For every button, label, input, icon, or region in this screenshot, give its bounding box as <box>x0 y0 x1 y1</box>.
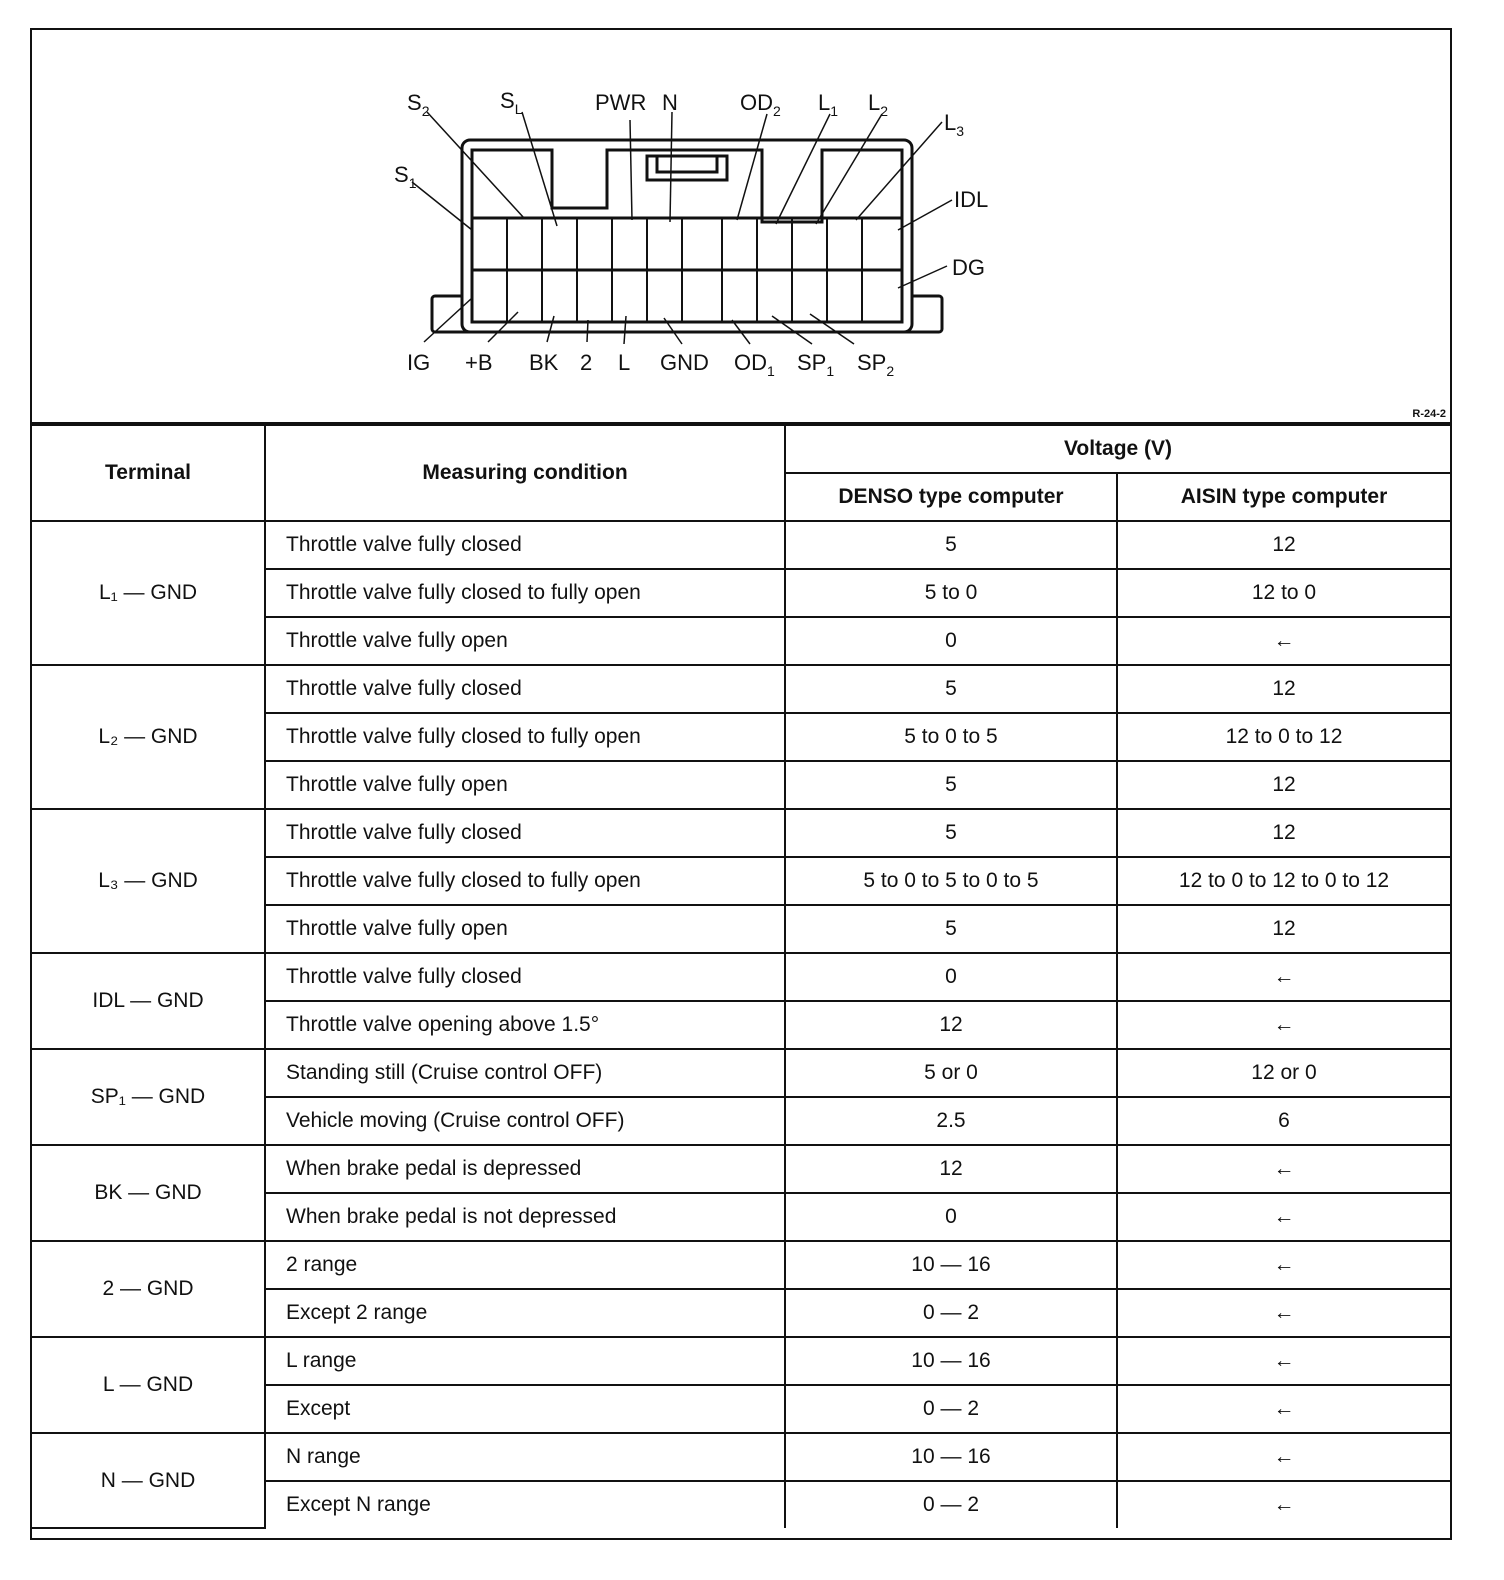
aisin-voltage-cell: 12 to 0 <box>1117 569 1450 617</box>
label-dg: DG <box>952 255 985 280</box>
table-row <box>32 1241 1450 1289</box>
terminal-cell: N — GND <box>32 1433 265 1528</box>
terminal-voltage-table <box>32 424 1450 1529</box>
label-sl: $S_L$ <box>500 88 523 117</box>
header-voltage: Voltage (V) <box>785 425 1450 473</box>
connector-outline <box>432 140 942 332</box>
label-ig: IG <box>407 350 431 375</box>
header-denso: DENSO type computer <box>785 473 1117 521</box>
aisin-voltage-cell: ← <box>1117 1337 1450 1385</box>
condition-cell: N range <box>265 1433 785 1481</box>
aisin-voltage-cell: 12 or 0 <box>1117 1049 1450 1097</box>
denso-voltage-cell: 5 to 0 to 5 <box>785 713 1117 761</box>
terminal-cell: L₁ — GND <box>32 521 265 665</box>
terminal-cell: BK — GND <box>32 1145 265 1241</box>
label-od2: $OD_2$ <box>740 90 781 119</box>
aisin-voltage-cell: ← <box>1117 1145 1450 1193</box>
table-row <box>32 1049 1450 1097</box>
label-s2: $S_2$ <box>407 90 430 119</box>
condition-cell: Standing still (Cruise control OFF) <box>265 1049 785 1097</box>
label-n: N <box>662 90 678 115</box>
table-row <box>32 1145 1450 1193</box>
denso-voltage-cell: 0 <box>785 617 1117 665</box>
condition-cell: Throttle valve fully closed to fully open <box>265 569 785 617</box>
header-terminal: Terminal <box>32 425 265 521</box>
denso-voltage-cell: 10 — 16 <box>785 1433 1117 1481</box>
label-l2: $L_2$ <box>868 90 889 119</box>
document-frame <box>30 28 1452 1540</box>
denso-voltage-cell: 5 or 0 <box>785 1049 1117 1097</box>
condition-cell: Except 2 range <box>265 1289 785 1337</box>
denso-voltage-cell: 5 <box>785 905 1117 953</box>
terminal-cell: L₂ — GND <box>32 665 265 809</box>
condition-cell: Throttle valve fully closed to fully open <box>265 857 785 905</box>
aisin-voltage-cell: 6 <box>1117 1097 1450 1145</box>
terminal-cell: L — GND <box>32 1337 265 1433</box>
aisin-voltage-cell: 12 <box>1117 761 1450 809</box>
condition-cell: Vehicle moving (Cruise control OFF) <box>265 1097 785 1145</box>
denso-voltage-cell: 5 to 0 <box>785 569 1117 617</box>
denso-voltage-cell: 5 <box>785 761 1117 809</box>
label-sp2: $SP_2$ <box>857 350 895 379</box>
table-row <box>32 1337 1450 1385</box>
label-pwr: PWR <box>595 90 647 115</box>
aisin-voltage-cell: ← <box>1117 1241 1450 1289</box>
terminal-cell: IDL — GND <box>32 953 265 1049</box>
table-row <box>32 521 1450 569</box>
condition-cell: Throttle valve fully closed <box>265 665 785 713</box>
condition-cell: Throttle valve fully closed <box>265 521 785 569</box>
aisin-voltage-cell: 12 <box>1117 809 1450 857</box>
table-row <box>32 1433 1450 1481</box>
condition-cell: L range <box>265 1337 785 1385</box>
table-row <box>32 809 1450 857</box>
connector-diagram <box>32 30 1450 424</box>
label-l3: $L_3$ <box>944 110 965 139</box>
aisin-voltage-cell: 12 <box>1117 905 1450 953</box>
terminal-cell: 2 — GND <box>32 1241 265 1337</box>
denso-voltage-cell: 5 <box>785 521 1117 569</box>
aisin-voltage-cell: ← <box>1117 1289 1450 1337</box>
figure-code: R-24-2 <box>1412 408 1446 420</box>
condition-cell: Throttle valve opening above 1.5° <box>265 1001 785 1049</box>
label-s1: $S_1$ <box>394 162 417 191</box>
aisin-voltage-cell: ← <box>1117 1433 1450 1481</box>
label-gnd: GND <box>660 350 709 375</box>
label-od1: $OD_1$ <box>734 350 775 379</box>
denso-voltage-cell: 12 <box>785 1145 1117 1193</box>
aisin-voltage-cell: ← <box>1117 617 1450 665</box>
label-sp1: $SP_1$ <box>797 350 835 379</box>
condition-cell: Except <box>265 1385 785 1433</box>
table-row <box>32 953 1450 1001</box>
table-row <box>32 665 1450 713</box>
aisin-voltage-cell: 12 <box>1117 665 1450 713</box>
condition-cell: Throttle valve fully closed <box>265 953 785 1001</box>
condition-cell: When brake pedal is not depressed <box>265 1193 785 1241</box>
aisin-voltage-cell: ← <box>1117 1385 1450 1433</box>
denso-voltage-cell: 5 to 0 to 5 to 0 to 5 <box>785 857 1117 905</box>
denso-voltage-cell: 0 <box>785 953 1117 1001</box>
label-l: L <box>618 350 631 375</box>
aisin-voltage-cell: 12 to 0 to 12 <box>1117 713 1450 761</box>
denso-voltage-cell: 12 <box>785 1001 1117 1049</box>
denso-voltage-cell: 0 <box>785 1193 1117 1241</box>
terminal-cell: L₃ — GND <box>32 809 265 953</box>
aisin-voltage-cell: 12 to 0 to 12 to 0 to 12 <box>1117 857 1450 905</box>
condition-cell: Throttle valve fully open <box>265 761 785 809</box>
condition-cell: Throttle valve fully open <box>265 617 785 665</box>
header-aisin: AISIN type computer <box>1117 473 1450 521</box>
label-l1: $L_1$ <box>818 90 839 119</box>
terminal-cell: SP₁ — GND <box>32 1049 265 1145</box>
condition-cell: Throttle valve fully closed to fully open <box>265 713 785 761</box>
denso-voltage-cell: 10 — 16 <box>785 1241 1117 1289</box>
condition-cell: 2 range <box>265 1241 785 1289</box>
denso-voltage-cell: 5 <box>785 809 1117 857</box>
aisin-voltage-cell: ← <box>1117 953 1450 1001</box>
denso-voltage-cell: 2.5 <box>785 1097 1117 1145</box>
label-idl: IDL <box>954 187 989 212</box>
connector-drawing <box>32 30 1450 422</box>
condition-cell: Except N range <box>265 1481 785 1528</box>
aisin-voltage-cell: 12 <box>1117 521 1450 569</box>
denso-voltage-cell: 0 — 2 <box>785 1481 1117 1528</box>
denso-voltage-cell: 0 — 2 <box>785 1385 1117 1433</box>
label-bk: BK <box>529 350 559 375</box>
aisin-voltage-cell: ← <box>1117 1193 1450 1241</box>
denso-voltage-cell: 5 <box>785 665 1117 713</box>
table-body <box>32 521 1450 1528</box>
condition-cell: Throttle valve fully closed <box>265 809 785 857</box>
condition-cell: Throttle valve fully open <box>265 905 785 953</box>
aisin-voltage-cell: ← <box>1117 1001 1450 1049</box>
aisin-voltage-cell: ← <box>1117 1481 1450 1528</box>
label-2: 2 <box>580 350 593 375</box>
condition-cell: When brake pedal is depressed <box>265 1145 785 1193</box>
denso-voltage-cell: 0 — 2 <box>785 1289 1117 1337</box>
label-plus-b: +B <box>465 350 493 375</box>
denso-voltage-cell: 10 — 16 <box>785 1337 1117 1385</box>
header-measuring-condition: Measuring condition <box>265 425 785 521</box>
